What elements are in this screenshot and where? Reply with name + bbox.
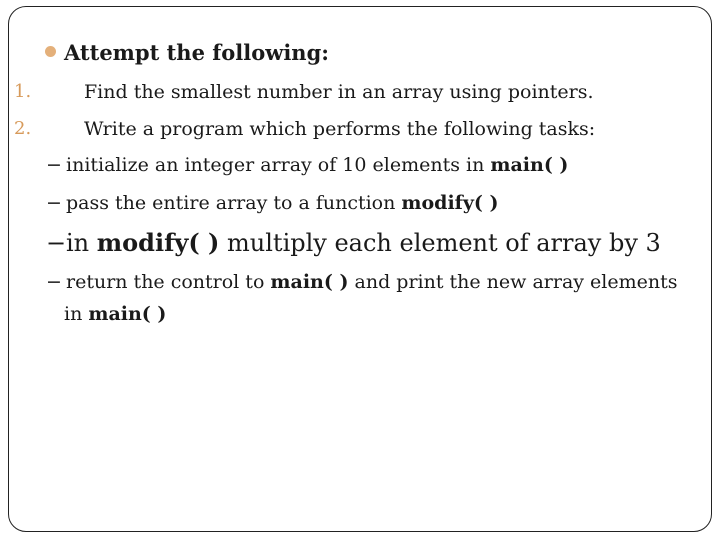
code-main: main( ) (88, 303, 167, 325)
task-text: in (64, 303, 89, 325)
item-text: Write a program which performs the following tasks: (84, 118, 596, 140)
dash-marker: − (46, 229, 67, 257)
dash-marker: − (46, 154, 62, 176)
task-return-control-continued (64, 303, 166, 325)
dash-marker: − (46, 271, 62, 293)
code-modify: modify( ) (401, 192, 499, 214)
item-number: 2. (14, 118, 32, 139)
item-number: 1. (14, 81, 32, 102)
bullet-dot-icon (45, 46, 56, 57)
slide-heading: Attempt the following: (64, 40, 330, 65)
task-return-control (46, 271, 678, 293)
task-pass-array (46, 192, 499, 214)
task-multiply (46, 228, 661, 257)
task-text: and print the new array elements (348, 271, 678, 293)
task-initialize (46, 154, 568, 176)
code-modify: modify( ) (96, 228, 220, 257)
code-main: main( ) (490, 154, 569, 176)
dash-marker: − (46, 192, 62, 214)
item-text: Find the smallest number in an array using pointers. (84, 81, 594, 103)
task-text: in (66, 229, 97, 257)
task-text: pass the entire array to a function (66, 192, 402, 214)
task-text: multiply each element of array by 3 (219, 229, 661, 257)
code-main: main( ) (270, 271, 349, 293)
task-text: initialize an integer array of 10 elements in (66, 154, 491, 176)
task-text: return the control to (66, 271, 271, 293)
